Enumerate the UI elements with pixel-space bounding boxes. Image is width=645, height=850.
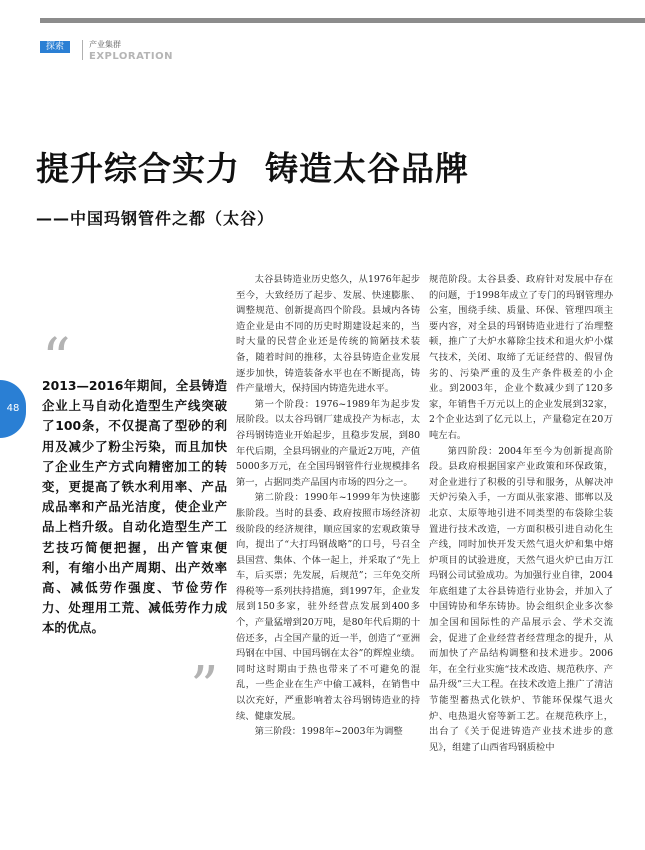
article-subtitle: ——中国玛钢管件之都（太谷） xyxy=(36,209,275,228)
header-divider xyxy=(82,40,83,60)
paragraph: 太谷县铸造业历史悠久，从1976年起步至今，大致经历了起步、发展、快速膨胀、调整规范、创新提高四个阶段。县域内各铸造企业是由不同的历史时期建设起来的，当时大量的民营企业还是传统的简陋技术装备，随着时间的推移，太谷县铸造企业发展逐步加快，铸造装备水平也在不断提高，铸件产量增大，保持国内铸造先进水平。 xyxy=(236,274,420,395)
article-column-1 xyxy=(236,272,420,740)
article-title: 提升综合实力 铸造太谷品牌 xyxy=(36,149,469,188)
pull-quote: 2013—2016年期间，全县铸造企业上马自动化造型生产线突破了100条，不仅提高了型砂的利用及减少了粉尘污染，而且加快了企业生产方式向精密加工的转变，更提高了铁水利用率、产品成品率和产品光洁度，使企业产品上档升级。自动化造型生产工艺技巧简便把握，出产管束便利，有缩小出产周期、出产效率高、减低劳作强度、节俭劳作力、处理用工荒、减低劳作力成本的优点。 xyxy=(42,378,227,636)
paragraph: 第一个阶段：1976~1989年为起步发展阶段。以太谷玛钢厂建成投产为标志，太谷玛钢铸造业开始起步，且稳步发展，到80年代后期，全县玛钢业的产量近2万吨，产值5000多万元，在全国玛钢管件行业规模排名第一，占据同类产品国内市场的四分之一。 xyxy=(236,398,420,488)
quote-open-icon: “ xyxy=(42,327,71,392)
paragraph: 第二阶段：1990年~1999年为快速膨胀阶段。当时的县委、政府按照市场经济初级阶段的经济规律，顺应国家的宏观政策导向，提出了“大打玛钢战略”的口号，号召全县国营、集体、个体一起上，并采取了“先上车，后买票；先发展，后规范”；三年免交所得税等一系列扶持措施，到1997年，企业发展到150多家，驻外经营点发展到400多个，产量猛增到20万吨，是80年代后期的十倍还多，占全国产量的近一半，创造了“亚洲玛钢在中国、中国玛钢在太谷”的辉煌业绩。同时这时期由于热也带来了不可避免的混乱，一些企业在生产中偷工减料，在销售中以次充好，严重影响着太谷玛钢铸造业的持续、健康发展。 xyxy=(236,492,420,722)
section-name-cn: 产业集群 xyxy=(89,40,121,49)
article-column-2 xyxy=(429,272,613,755)
paragraph: 第三阶段：1998年~2003年为调整 xyxy=(254,726,403,738)
page-number: 48 xyxy=(0,380,26,438)
quote-close-icon: ” xyxy=(190,655,219,720)
paragraph: 规范阶段。太谷县委、政府针对发展中存在的问题，于1998年成立了专门的玛钢管理办公室，围绕手续、质量、环保、管理四项主要内容，对全县的玛钢铸造业进行了治理整顿，推广了大炉水幕除尘技术和退火炉小煤气技术，关闭、取缔了无证经营的、假冒伪劣的、污染严重的及生产条件极差的小企业。到2003年，企业个数减少到了120多家，年销售千万元以上的企业发展到32家，2个企业达到了亿元以上，产量稳定在20万吨左右。 xyxy=(429,274,613,441)
section-name-en: EXPLORATION xyxy=(89,51,173,62)
header-rule xyxy=(40,18,645,23)
section-tag[interactable]: 探索 xyxy=(40,41,70,53)
paragraph: 第四阶段：2004年至今为创新提高阶段。县政府根据国家产业政策和环保政策，对企业进行了积极的引导和服务，从解决冲天炉污染入手，一方面从张家港、邯郸以及北京、太原等地引进不同类型的布袋除尘装置进行技术改造，一方面积极引进自动化生产线，同时加快开发天然气退火炉和集中熔炉项目的试验进度，天然气退火炉已由万江玛钢公司试验成功。为加强行业自律，2004年底组建了太谷县铸造行业协会，并加入了中国铸协和华东铸协。协会组织企业多次参加全国和国际性的产品展示会、学术交流会，促进了企业经营者经营理念的提升，从而加快了产品结构调整和技术进步。2006年，在全行业实施“技术改造、规范秩序、产品升级”三大工程。在技术改造上推广了清洁节能型蓄热式化铁炉、节能环保煤气退火炉、电热退火窑等新工艺。在规范秩序上，出台了《关于促进铸造产业技术进步的意见》，组建了山西省玛钢质检中 xyxy=(429,445,613,753)
